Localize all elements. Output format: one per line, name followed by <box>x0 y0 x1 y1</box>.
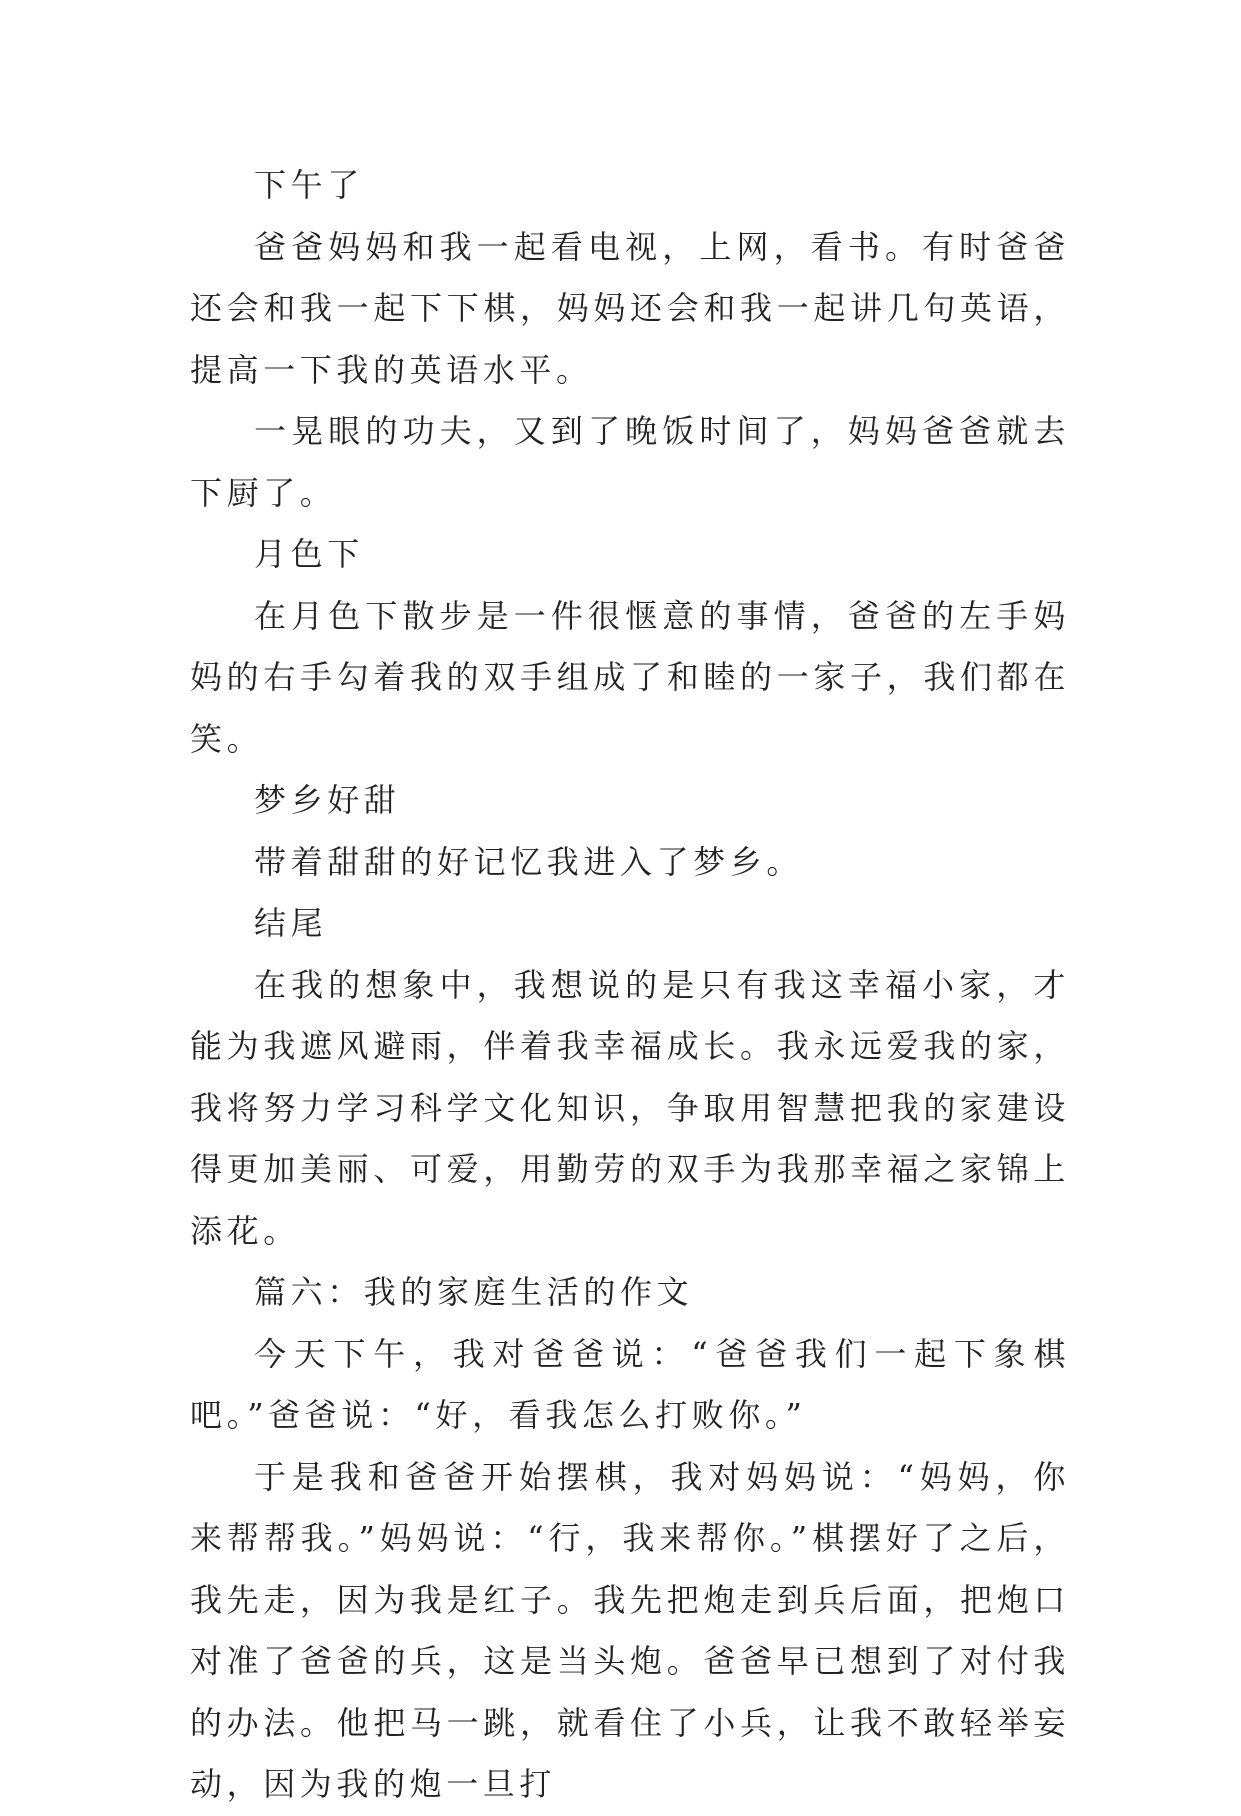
paragraph-chess-invite: 今天下午，我对爸爸说：“爸爸我们一起下象棋吧。”爸爸说：“好，看我怎么打败你。” <box>190 1334 1070 1434</box>
heading-sweet-dream: 梦乡好甜 <box>254 781 401 819</box>
heading-ending: 结尾 <box>254 904 328 942</box>
heading-moonlight: 月色下 <box>254 535 364 573</box>
paragraph-ending: 在我的想象中，我想说的是只有我这幸福小家，才能为我遮风避雨，伴着我幸福成长。我永远爱我的家，我将努力学习科学文化知识，争取用智慧把我的家建设得更加美丽、可爱，用勤劳的双手为我那幸福之家锦上添花。 <box>190 965 1070 1250</box>
paragraph-sweet-dream: 带着甜甜的好记忆我进入了梦乡。 <box>254 842 804 881</box>
paragraph-moonlight-walk: 在月色下散步是一件很惬意的事情，爸爸的左手妈妈的右手勾着我的双手组成了和睦的一家子，我们都在笑。 <box>190 596 1070 758</box>
heading-afternoon: 下午了 <box>254 166 364 204</box>
paragraph-afternoon-activities: 爸爸妈妈和我一起看电视，上网，看书。有时爸爸还会和我一起下下棋，妈妈还会和我一起讲几句英语，提高一下我的英语水平。 <box>190 227 1070 389</box>
paragraph-dinner-time: 一晃眼的功夫，又到了晚饭时间了，妈妈爸爸就去下厨了。 <box>190 412 1070 512</box>
heading-essay-six: 篇六：我的家庭生活的作文 <box>254 1273 694 1311</box>
document-body <box>190 155 1070 1816</box>
paragraph-chess-game: 于是我和爸爸开始摆棋，我对妈妈说：“妈妈，你来帮帮我。”妈妈说：“行，我来帮你。”棋摆好了之后，我先走，因为我是红子。我先把炮走到兵后面，把炮口对准了爸爸的兵，这是当头炮。爸爸早已想到了对付我的办法。他把马一跳，就看住了小兵，让我不敢轻举妄动，因为我的炮一旦打 <box>190 1457 1070 1803</box>
